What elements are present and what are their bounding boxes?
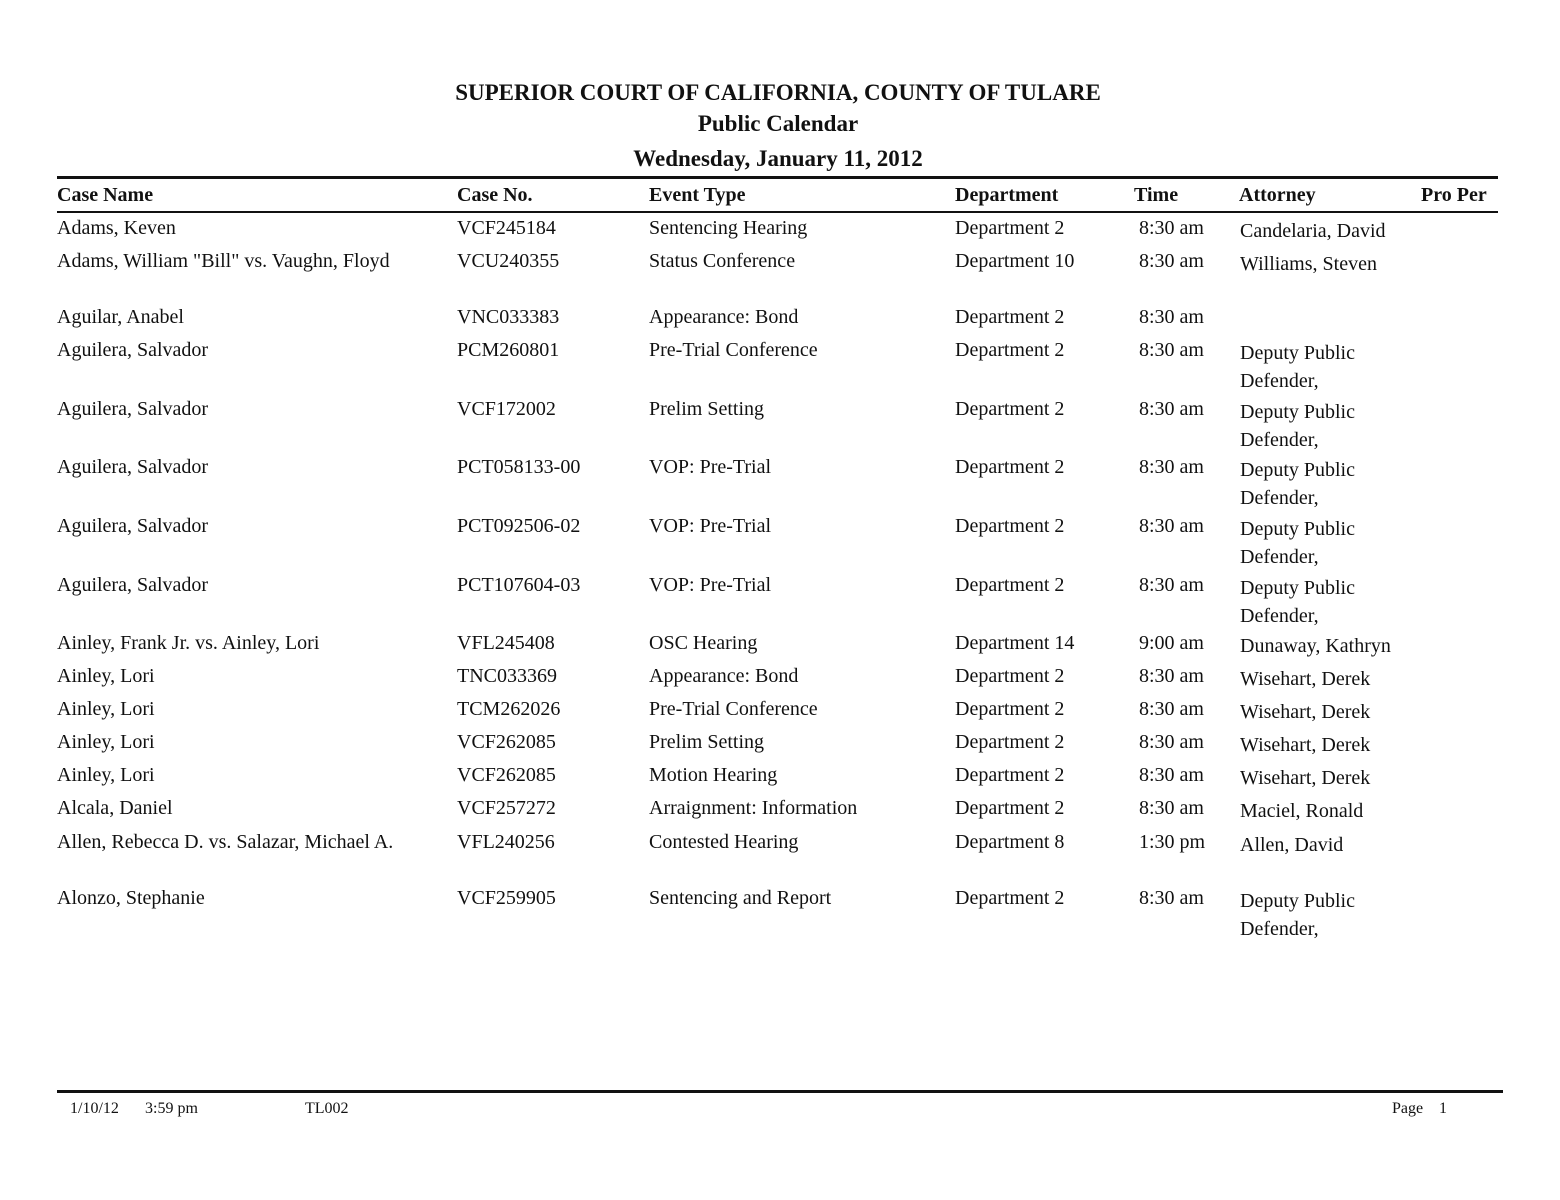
department-cell: Department 2 [955,764,1065,786]
department-cell: Department 2 [955,887,1065,909]
attorney-cell: Deputy Public Defender, [1240,459,1355,509]
col-header-attorney: Attorney [1239,184,1316,206]
event-type-cell: Pre-Trial Conference [649,698,818,720]
col-header-department: Department [955,184,1059,206]
time-cell: 8:30 am [1139,665,1204,687]
case-name-cell: Ainley, Lori [57,731,155,753]
attorney-cell: Candelaria, David [1240,220,1386,242]
time-cell: 8:30 am [1139,574,1204,596]
department-cell: Department 2 [955,456,1065,478]
time-cell: 8:30 am [1139,398,1204,420]
event-type-cell: Sentencing and Report [649,887,832,909]
top-rule [57,176,1498,179]
case-no-cell: VCU240355 [457,250,560,272]
department-cell: Department 2 [955,217,1065,239]
department-cell: Department 2 [955,698,1065,720]
case-name-cell: Aguilera, Salvador [57,456,209,478]
case-name-cell: Aguilera, Salvador [57,398,209,420]
case-no-cell: VFL240256 [457,831,555,853]
case-no-cell: PCT107604-03 [457,574,581,596]
time-cell: 8:30 am [1139,764,1204,786]
event-type-cell: Prelim Setting [649,398,764,420]
footer-report-id: TL002 [305,1100,349,1117]
event-type-cell: Prelim Setting [649,731,764,753]
case-no-cell: PCM260801 [457,339,560,361]
footer-page-number: 1 [1439,1100,1447,1117]
department-cell: Department 10 [955,250,1075,272]
attorney-cell: Deputy Public Defender, [1240,342,1355,392]
case-name-cell: Aguilar, Anabel [57,306,184,328]
case-no-cell: TCM262026 [457,698,561,720]
case-name-cell: Aguilera, Salvador [57,339,209,361]
department-cell: Department 2 [955,339,1065,361]
department-cell: Department 2 [955,398,1065,420]
time-cell: 8:30 am [1139,306,1204,328]
time-cell: 8:30 am [1139,217,1204,239]
event-type-cell: Arraignment: Information [649,797,858,819]
department-cell: Department 8 [955,831,1065,853]
case-no-cell: VFL245408 [457,632,555,654]
time-cell: 9:00 am [1139,632,1204,654]
department-cell: Department 2 [955,731,1065,753]
event-type-cell: Contested Hearing [649,831,799,853]
col-header-case-name: Case Name [57,184,154,206]
event-type-cell: Appearance: Bond [649,665,799,687]
attorney-cell: Allen, David [1240,834,1344,856]
event-type-cell: VOP: Pre-Trial [649,515,772,537]
event-type-cell: Sentencing Hearing [649,217,808,239]
attorney-cell: Wisehart, Derek [1240,701,1371,723]
time-cell: 8:30 am [1139,887,1204,909]
event-type-cell: VOP: Pre-Trial [649,456,772,478]
case-name-cell: Ainley, Frank Jr. vs. Ainley, Lori [57,632,320,654]
calendar-date: Wednesday, January 11, 2012 [633,146,923,171]
event-type-cell: VOP: Pre-Trial [649,574,772,596]
col-header-time: Time [1134,184,1179,206]
case-name-cell: Aguilera, Salvador [57,515,209,537]
time-cell: 8:30 am [1139,339,1204,361]
case-name-cell: Alonzo, Stephanie [57,887,205,909]
case-name-cell: Ainley, Lori [57,665,155,687]
event-type-cell: Appearance: Bond [649,306,799,328]
case-no-cell: VNC033383 [457,306,560,328]
case-name-cell: Ainley, Lori [57,698,155,720]
case-name-cell: Adams, William "Bill" vs. Vaughn, Floyd [57,250,390,272]
attorney-cell: Deputy Public Defender, [1240,890,1355,940]
col-header-pro-per: Pro Per [1421,184,1487,206]
footer-page-label: Page [1392,1100,1424,1117]
attorney-cell: Wisehart, Derek [1240,734,1371,756]
case-no-cell: VCF172002 [457,398,556,420]
case-name-cell: Ainley, Lori [57,764,155,786]
time-cell: 8:30 am [1139,731,1204,753]
col-header-event-type: Event Type [649,184,746,206]
event-type-cell: Status Conference [649,250,796,272]
calendar-title: Public Calendar [697,111,859,136]
attorney-cell: Williams, Steven [1240,253,1377,275]
department-cell: Department 2 [955,306,1065,328]
time-cell: 8:30 am [1139,698,1204,720]
event-type-cell: Motion Hearing [649,764,778,786]
event-type-cell: Pre-Trial Conference [649,339,818,361]
case-no-cell: PCT058133-00 [457,456,581,478]
footer-rule [57,1090,1503,1093]
time-cell: 8:30 am [1139,797,1204,819]
case-no-cell: VCF257272 [457,797,556,819]
case-no-cell: PCT092506-02 [457,515,581,537]
footer-time: 3:59 pm [145,1100,198,1117]
time-cell: 8:30 am [1139,250,1204,272]
department-cell: Department 2 [955,574,1065,596]
time-cell: 8:30 am [1139,515,1204,537]
case-no-cell: VCF259905 [457,887,556,909]
case-name-cell: Adams, Keven [57,217,176,239]
court-title: SUPERIOR COURT OF CALIFORNIA, COUNTY OF TULARE [455,80,1101,105]
event-type-cell: OSC Hearing [649,632,758,654]
attorney-cell: Wisehart, Derek [1240,767,1371,789]
case-no-cell: VCF262085 [457,731,556,753]
case-name-cell: Allen, Rebecca D. vs. Salazar, Michael A. [57,831,394,853]
attorney-cell: Deputy Public Defender, [1240,577,1355,627]
department-cell: Department 2 [955,665,1065,687]
case-no-cell: TNC033369 [457,665,557,687]
department-cell: Department 2 [955,797,1065,819]
case-no-cell: VCF262085 [457,764,556,786]
attorney-cell: Dunaway, Kathryn [1240,635,1391,657]
department-cell: Department 2 [955,515,1065,537]
case-name-cell: Aguilera, Salvador [57,574,209,596]
department-cell: Department 14 [955,632,1075,654]
footer-date: 1/10/12 [70,1100,119,1117]
time-cell: 8:30 am [1139,456,1204,478]
time-cell: 1:30 pm [1139,831,1206,853]
header-rule [57,211,1498,213]
case-name-cell: Alcala, Daniel [57,797,173,819]
attorney-cell: Deputy Public Defender, [1240,518,1355,568]
attorney-cell: Deputy Public Defender, [1240,401,1355,451]
attorney-cell: Maciel, Ronald [1240,800,1364,822]
attorney-cell: Wisehart, Derek [1240,668,1371,690]
col-header-case-no: Case No. [457,184,533,206]
case-no-cell: VCF245184 [457,217,556,239]
